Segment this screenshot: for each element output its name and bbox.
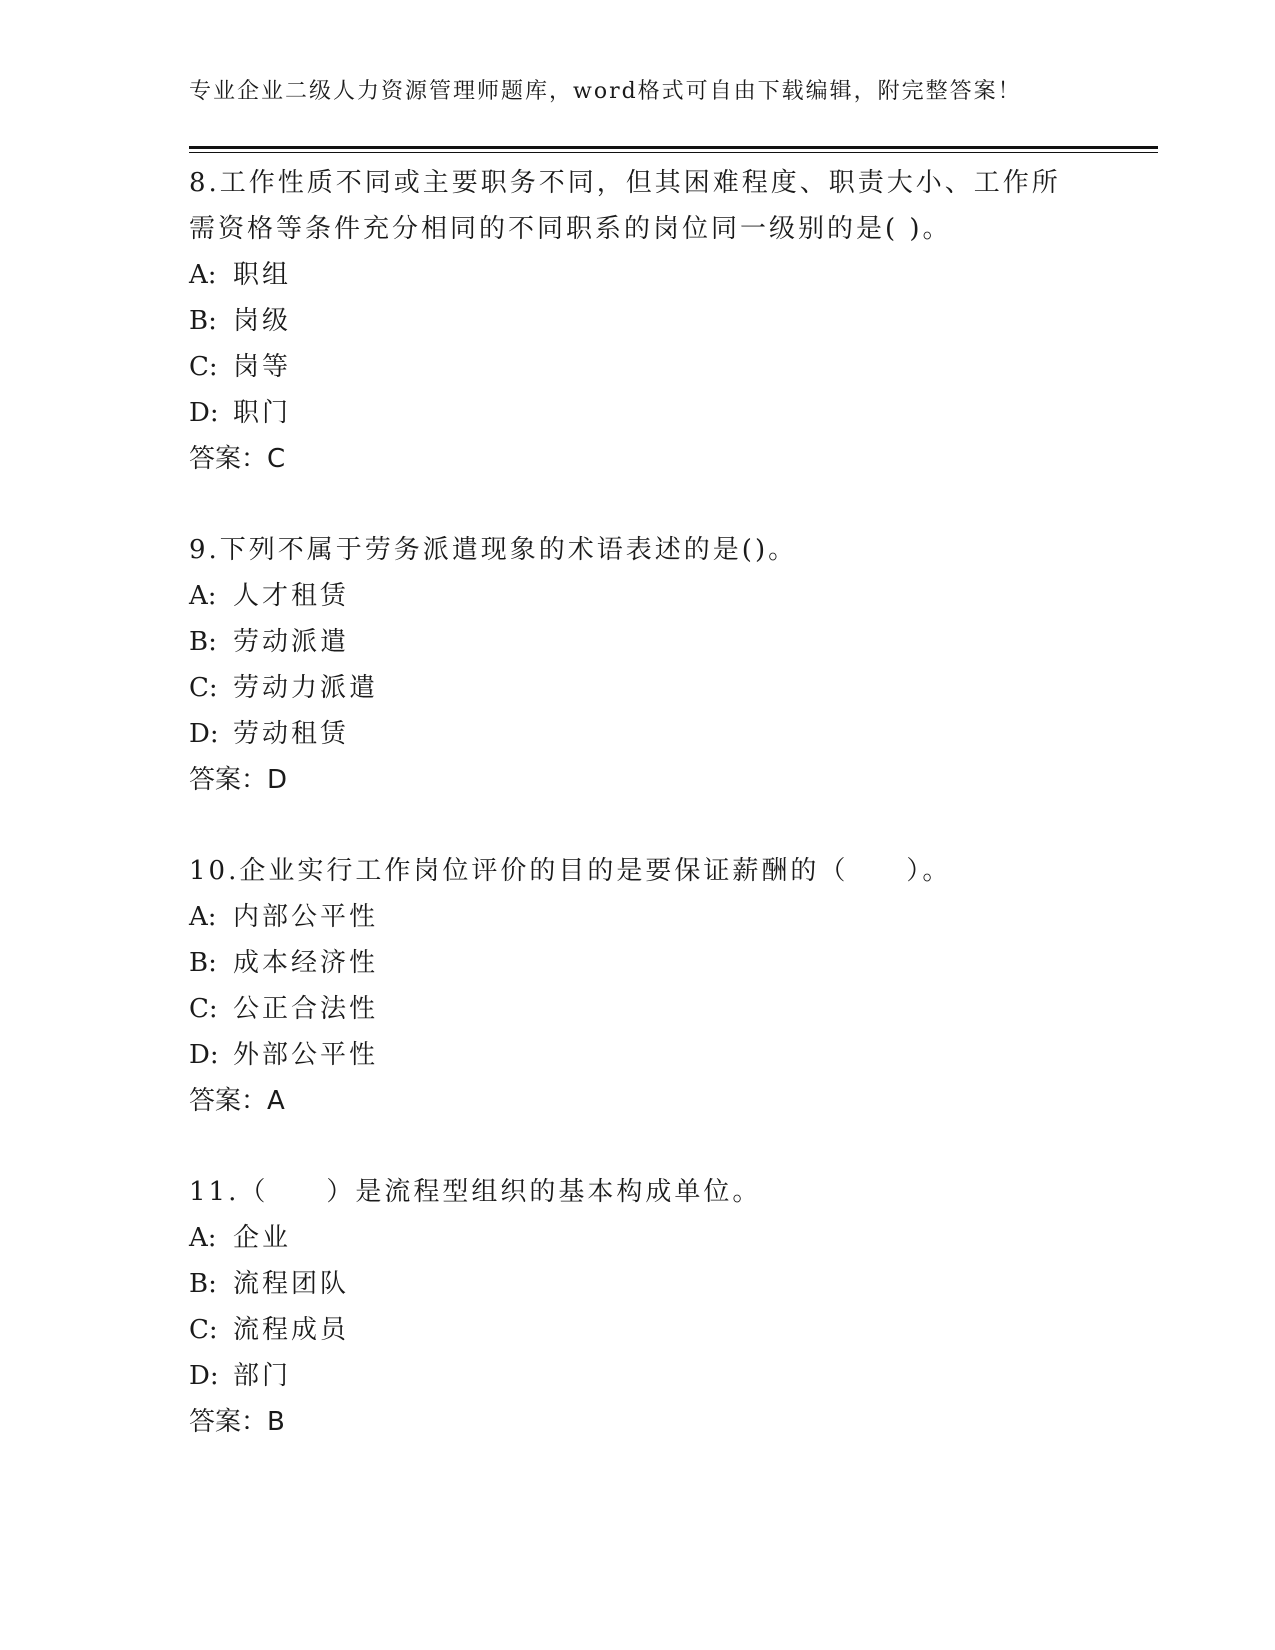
answer-line: 答案：C: [189, 444, 286, 474]
option-letter: B:: [189, 1269, 217, 1299]
question-list: [189, 160, 1149, 1490]
option-text: 劳动力派遣: [233, 673, 379, 703]
answer-line: 答案：D: [189, 765, 288, 795]
option-letter: A:: [189, 260, 217, 290]
option-c: [189, 344, 1149, 390]
option-letter: A:: [189, 902, 217, 932]
option-d: [189, 1353, 1149, 1399]
page-header: 专业企业二级人力资源管理师题库，word格式可自由下载编辑，附完整答案！: [189, 79, 1022, 104]
option-d: [189, 711, 1149, 757]
option-a: [189, 252, 1149, 298]
option-text: 职组: [233, 260, 292, 290]
header-rule-thin: [189, 152, 1158, 153]
question-stem-line: 11.（ ）是流程型组织的基本构成单位。: [189, 1177, 762, 1207]
option-letter: D:: [189, 1361, 219, 1391]
question-9: [189, 527, 1149, 803]
answer-line: 答案：B: [189, 1407, 285, 1437]
option-text: 流程成员: [233, 1315, 350, 1345]
option-text: 公正合法性: [233, 994, 379, 1024]
option-text: 流程团队: [233, 1269, 350, 1299]
header-rule-thick: [189, 146, 1158, 149]
option-c: [189, 1307, 1149, 1353]
option-c: [189, 665, 1149, 711]
option-c: [189, 986, 1149, 1032]
question-stem-line: 8.工作性质不同或主要职务不同，但其困难程度、职责大小、工作所: [189, 168, 1061, 198]
option-letter: C:: [189, 673, 218, 703]
option-b: [189, 619, 1149, 665]
option-letter: C:: [189, 1315, 218, 1345]
option-d: [189, 1032, 1149, 1078]
option-b: [189, 1261, 1149, 1307]
option-a: [189, 1215, 1149, 1261]
option-letter: A:: [189, 581, 217, 611]
option-letter: B:: [189, 948, 217, 978]
question-11: [189, 1169, 1149, 1445]
option-text: 劳动租赁: [233, 719, 350, 749]
option-letter: C:: [189, 994, 218, 1024]
option-letter: B:: [189, 627, 217, 657]
option-letter: D:: [189, 1040, 219, 1070]
option-text: 岗级: [233, 306, 292, 336]
option-a: [189, 573, 1149, 619]
option-b: [189, 298, 1149, 344]
option-text: 内部公平性: [233, 902, 379, 932]
option-letter: D:: [189, 398, 219, 428]
option-text: 外部公平性: [233, 1040, 379, 1070]
option-letter: C:: [189, 352, 218, 382]
option-letter: A:: [189, 1223, 217, 1253]
question-stem-line: 需资格等条件充分相同的不同职系的岗位同一级别的是( )。: [189, 214, 952, 244]
option-letter: B:: [189, 306, 217, 336]
question-stem-line: 9.下列不属于劳务派遣现象的术语表述的是()。: [189, 535, 798, 565]
option-text: 人才租赁: [233, 581, 350, 611]
option-text: 职门: [233, 398, 292, 428]
option-a: [189, 894, 1149, 940]
question-10: [189, 848, 1149, 1124]
question-stem-line: 10.企业实行工作岗位评价的目的是要保证薪酬的（ ）。: [189, 856, 952, 886]
option-text: 劳动派遣: [233, 627, 350, 657]
option-text: 部门: [233, 1361, 292, 1391]
option-b: [189, 940, 1149, 986]
option-text: 成本经济性: [233, 948, 379, 978]
option-letter: D:: [189, 719, 219, 749]
option-text: 岗等: [233, 352, 292, 382]
question-8: [189, 160, 1149, 482]
answer-line: 答案：A: [189, 1086, 285, 1116]
option-d: [189, 390, 1149, 436]
option-text: 企业: [233, 1223, 292, 1253]
